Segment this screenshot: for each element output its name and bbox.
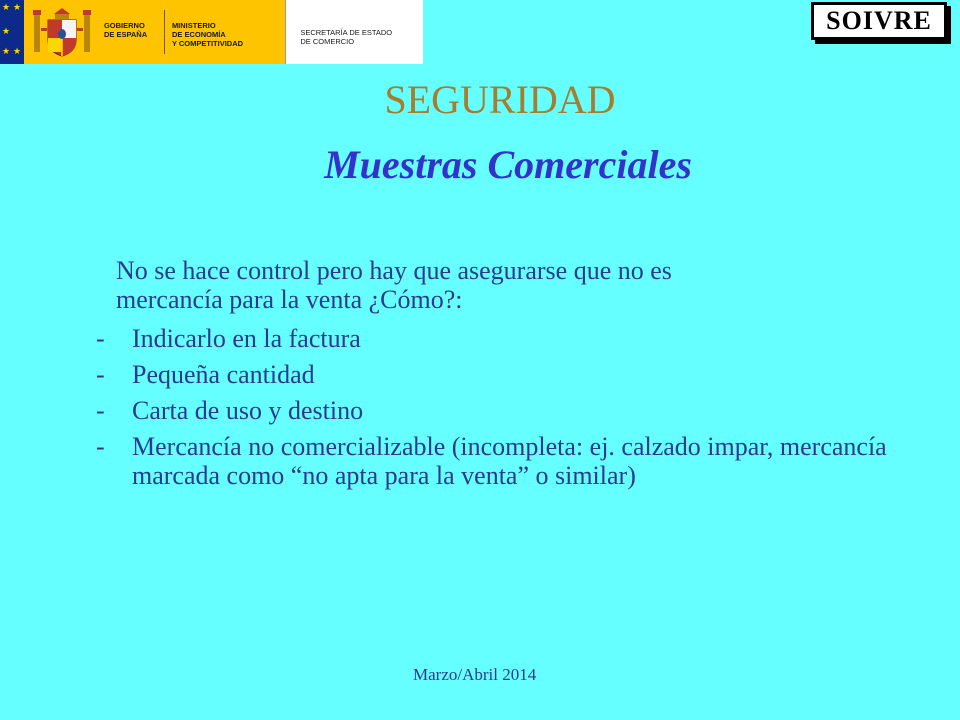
list-item xyxy=(96,324,896,353)
list-item xyxy=(96,360,896,389)
bullet-dash: - xyxy=(96,432,105,461)
list-item xyxy=(96,432,896,490)
bullet-dash: - xyxy=(96,324,105,353)
coat-of-arms-icon xyxy=(30,6,94,58)
soivre-badge: SOIVRE xyxy=(811,2,947,40)
list-item xyxy=(96,396,896,425)
bullet-text: Mercancía no comercializable (incompleta: ej. calzado impar, mercancía marcada como “no apta para la venta” o similar) xyxy=(132,432,887,490)
intro-paragraph xyxy=(96,256,896,314)
bullet-text: Indicarlo en la factura xyxy=(132,324,361,353)
bullet-text: Carta de uso y destino xyxy=(132,396,364,425)
eu-flag-icon: ★ ★ ★ ★ ★ xyxy=(0,0,24,64)
logo-divider xyxy=(164,10,165,54)
bullet-text: Pequeña cantidad xyxy=(132,360,315,389)
slide-footer-date: Marzo/Abril 2014 xyxy=(413,665,537,684)
government-label: GOBIERNO DE ESPAÑA xyxy=(103,21,148,39)
slide-title: SEGURIDAD xyxy=(384,77,616,122)
government-header xyxy=(0,0,423,64)
slide-body xyxy=(96,256,896,497)
intro-line-1: No se hace control pero hay que asegurarse que no es xyxy=(116,256,672,285)
slide-subtitle: Muestras Comerciales xyxy=(324,142,692,187)
ministry-label: MINISTERIO DE ECONOMÍA Y COMPETITIVIDAD xyxy=(171,21,244,48)
secretariat-block xyxy=(285,0,423,64)
bullet-dash: - xyxy=(96,360,105,389)
government-logo-block xyxy=(24,0,285,64)
secretariat-label: SECRETARÍA DE ESTADO DE COMERCIO xyxy=(300,28,393,46)
intro-line-2: mercancía para la venta ¿Cómo?: xyxy=(116,285,463,314)
bullet-dash: - xyxy=(96,396,105,425)
